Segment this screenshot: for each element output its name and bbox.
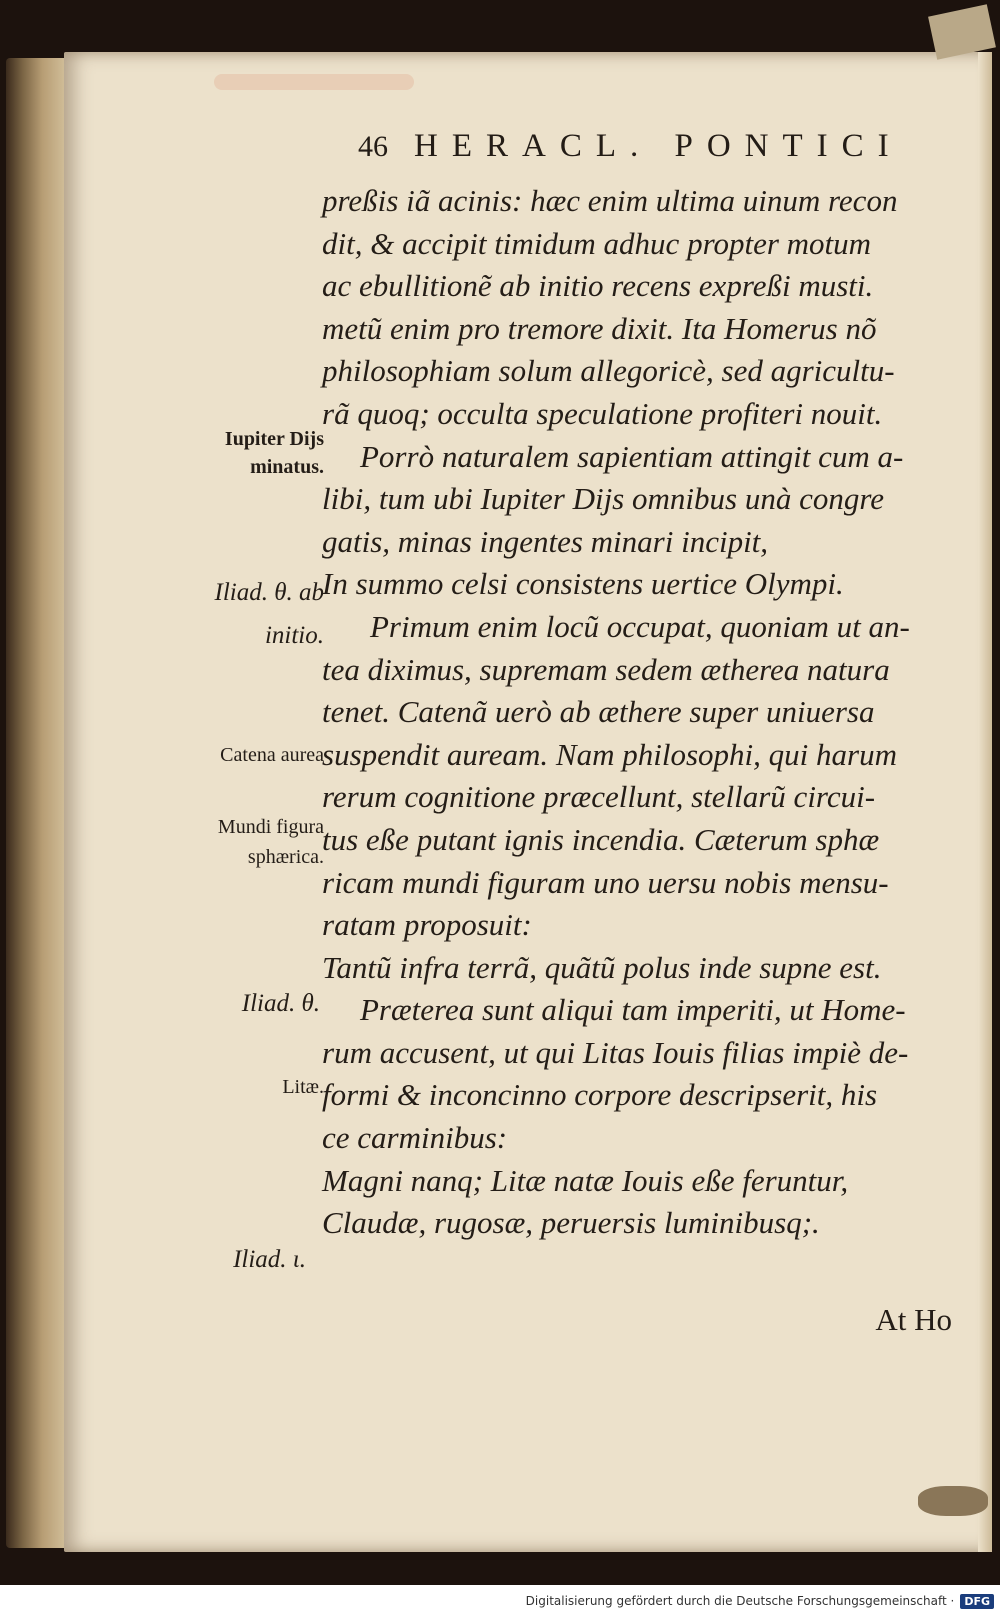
text-line: philosophiam solum allegoricè, sed agricultu- bbox=[322, 353, 895, 389]
text-line: ratam proposuit: bbox=[322, 907, 532, 943]
text-line: ce carminibus: bbox=[322, 1120, 508, 1156]
text-line: suspendit auream. Nam philosophi, qui harum bbox=[322, 736, 897, 772]
text-line: rerum cognitione præcellunt, stellarũ circui- bbox=[322, 779, 876, 815]
text-line: ac ebullitionẽ ab initio recens expreßi musti. bbox=[322, 268, 874, 304]
marginal-note: Mundi figura bbox=[217, 816, 324, 838]
digitization-footer bbox=[0, 1585, 1000, 1617]
text-line: metũ enim pro tremore dixit. Ita Homerus nõ bbox=[322, 310, 877, 346]
verse-line: Magni nanq; Litæ natæ Iouis eße feruntur, bbox=[322, 1162, 849, 1198]
verse-line: In summo celsi consistens uertice Olympi. bbox=[322, 566, 844, 602]
text-line: preßis iã acinis: hæc enim ultima uinum recon bbox=[322, 183, 898, 218]
text-line: rã quoq; occulta speculatione profiteri nouit. bbox=[322, 395, 883, 431]
page-header bbox=[358, 128, 958, 176]
text-line: ricam mundi figuram uno uersu nobis mensu- bbox=[322, 864, 889, 900]
text-line: Porrò naturalem sapientiam attingit cum a- bbox=[360, 438, 904, 474]
marginal-note: Iliad. ι. bbox=[233, 1246, 306, 1273]
text-line: formi & inconcinno corpore descripserit, his bbox=[322, 1077, 878, 1113]
running-head: HERACL. PONTICI bbox=[414, 128, 903, 164]
text-line: Primum enim locũ occupat, quoniam ut an- bbox=[370, 608, 910, 644]
main-text-block bbox=[322, 180, 962, 1350]
page-right-edge bbox=[978, 52, 992, 1552]
marginal-note: initio. bbox=[264, 622, 324, 649]
text-line: dit, & accipit timidum adhuc propter motum bbox=[322, 225, 872, 261]
book-spine-edge bbox=[6, 58, 72, 1548]
text-line: libi, tum ubi Iupiter Dijs omnibus unà congre bbox=[322, 481, 884, 517]
marginal-note: Litæ. bbox=[282, 1076, 324, 1098]
catchword: At Ho bbox=[875, 1302, 952, 1337]
verse-line: Claudæ, rugosæ, peruersis luminibusq;. bbox=[322, 1205, 820, 1241]
text-line: tea diximus, supremam sedem ætherea natura bbox=[322, 651, 890, 687]
folio-number: 46 bbox=[358, 130, 388, 163]
text-line: tenet. Catenã uerò ab æthere super uniuersa bbox=[322, 694, 875, 730]
corner-damage bbox=[918, 1486, 988, 1516]
text-line: tus eße putant ignis incendia. Cæterum sphæ bbox=[322, 821, 880, 857]
text-line: rum accusent, ut qui Litas Iouis filias impiè de- bbox=[322, 1034, 909, 1070]
marginal-note: Iliad. θ. bbox=[241, 990, 320, 1017]
marginal-note: minatus. bbox=[250, 456, 324, 478]
page-stain bbox=[214, 74, 414, 90]
marginal-note: Catena aurea bbox=[220, 744, 324, 766]
text-line: Præterea sunt aliqui tam imperiti, ut Home- bbox=[360, 992, 906, 1028]
text-line: gatis, minas ingentes minari incipit, bbox=[322, 523, 769, 559]
verse-line: Tantũ infra terrã, quãtũ polus inde supne est. bbox=[322, 949, 882, 985]
marginal-note: sphærica. bbox=[247, 846, 324, 868]
funding-credit: Digitalisierung gefördert durch die Deutsche Forschungsgemeinschaft · bbox=[525, 1594, 955, 1608]
marginal-note: Iliad. θ. ab bbox=[214, 579, 324, 606]
marginal-note: Iupiter Dijs bbox=[224, 428, 324, 450]
dfg-logo: DFG bbox=[960, 1594, 994, 1609]
